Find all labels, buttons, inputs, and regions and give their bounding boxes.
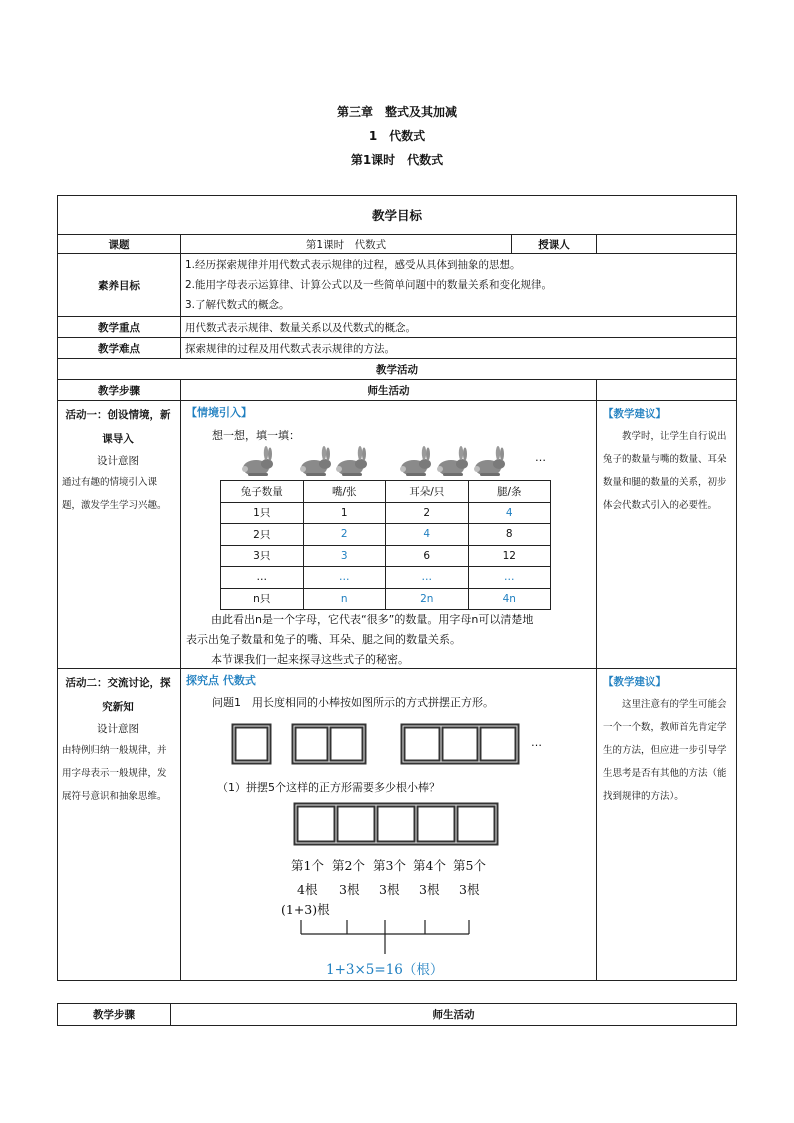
teacher-student-label: 师生活动 bbox=[181, 380, 597, 401]
count-label: 3根 bbox=[339, 882, 360, 897]
literacy-item: 3.了解代数式的概念。 bbox=[185, 299, 290, 311]
key-point-label: 教学重点 bbox=[58, 317, 181, 338]
rabbit-icon bbox=[242, 446, 273, 476]
cell: 1只 bbox=[221, 502, 304, 524]
next-page-header-table bbox=[57, 1003, 737, 1026]
table-row bbox=[221, 545, 551, 567]
activity1-design-label: 设计意图 bbox=[97, 455, 139, 467]
activity1-design-text: 通过有趣的情境引入课题，激发学生学习兴趣。 bbox=[62, 477, 167, 511]
rabbits-illustration bbox=[239, 445, 539, 481]
activity1-text2: 表示出兔子数量和兔子的嘴、耳朵、腿之间的数量关系。 bbox=[186, 633, 461, 646]
ordinal-label: 第3个 bbox=[373, 858, 406, 873]
cell: … bbox=[468, 567, 551, 589]
activity2-suggest-tag: 【教学建议】 bbox=[603, 676, 666, 688]
cell: 12 bbox=[468, 545, 551, 567]
cell: 2n bbox=[386, 588, 469, 610]
count-label: 3根 bbox=[379, 882, 400, 897]
cell: n bbox=[303, 588, 386, 610]
first-breakdown: (1+3)根 bbox=[281, 902, 330, 917]
activity1-text3: 本节课我们一起来探寻这些式子的秘密。 bbox=[211, 653, 409, 666]
table-row bbox=[221, 588, 551, 610]
sum-bracket bbox=[299, 916, 475, 956]
steps-label: 教学步骤 bbox=[58, 380, 181, 401]
rabbit-icon bbox=[437, 446, 468, 476]
section-title: 1 代数式 bbox=[368, 129, 426, 143]
rabbits-ellipsis: … bbox=[535, 451, 546, 464]
activity2-suggest-text: 这里注意有的学生可能会一个一个数，教师首先肯定学生的方法，但应进一步引导学生思考是否有其他的方法（能找到规律的方法）。 bbox=[603, 699, 727, 802]
lesson-plan-table bbox=[57, 195, 737, 981]
key-point-value: 用代数式表示规律、数量关系以及代数式的概念。 bbox=[181, 317, 737, 338]
cell: 3只 bbox=[221, 545, 304, 567]
activities-header: 教学活动 bbox=[58, 359, 737, 380]
col-header: 腿/条 bbox=[468, 481, 551, 503]
activity2-design-text: 由特例归纳一般规律，并用字母表示一般规律，发展符号意识和抽象思维。 bbox=[62, 745, 167, 802]
activity2-title: 活动二：交流讨论，探究新知 bbox=[65, 677, 171, 713]
cell: 4n bbox=[468, 588, 551, 610]
difficulty-value: 探索规律的过程及用代数式表示规律的方法。 bbox=[181, 338, 737, 359]
col-header: 嘴/张 bbox=[303, 481, 386, 503]
cell: 6 bbox=[386, 545, 469, 567]
activity1-prompt: 想一想，填一填： bbox=[212, 429, 300, 442]
cell: n只 bbox=[221, 588, 304, 610]
cell: 2 bbox=[303, 524, 386, 546]
teacher-value bbox=[597, 235, 737, 254]
count-label: 3根 bbox=[419, 882, 440, 897]
cell: … bbox=[386, 567, 469, 589]
cell: 4 bbox=[468, 502, 551, 524]
cell: 8 bbox=[468, 524, 551, 546]
literacy-item: 2.能用字母表示运算律、计算公式以及一些简单问题中的数量关系和变化规律。 bbox=[185, 279, 553, 291]
cell: 3 bbox=[303, 545, 386, 567]
activity2-tag: 探究点 代数式 bbox=[186, 674, 256, 687]
square-3b bbox=[441, 726, 479, 762]
activity1-text1: 由此看出n是一个字母，它代表“很多”的数量。用字母n可以清楚地 bbox=[211, 613, 534, 626]
activity1-tag: 【情境引入】 bbox=[186, 406, 252, 419]
squares-ellipsis: … bbox=[531, 736, 542, 749]
table-row bbox=[221, 502, 551, 524]
ordinal-label: 第5个 bbox=[453, 858, 486, 873]
teacher-label: 授课人 bbox=[512, 235, 597, 254]
bottom-steps-label: 教学步骤 bbox=[58, 1004, 171, 1026]
ordinal-label: 第1个 bbox=[291, 858, 324, 873]
square-2b bbox=[329, 726, 364, 762]
rabbit-icon bbox=[300, 446, 331, 476]
table-row bbox=[221, 524, 551, 546]
activity2-question: 问题1 用长度相同的小棒按如图所示的方式拼摆正方形。 bbox=[212, 696, 494, 709]
cell: 2只 bbox=[221, 524, 304, 546]
square-3c bbox=[479, 726, 517, 762]
rabbit-icon bbox=[400, 446, 431, 476]
cell: 2 bbox=[386, 502, 469, 524]
chapter-title: 第三章 整式及其加减 bbox=[336, 105, 457, 119]
rabbit-count-table bbox=[220, 480, 551, 610]
cell: 4 bbox=[386, 524, 469, 546]
activity2-design-label: 设计意图 bbox=[97, 723, 139, 735]
cell: 1 bbox=[303, 502, 386, 524]
cell: … bbox=[303, 567, 386, 589]
rabbit-icon bbox=[336, 446, 367, 476]
square-2a bbox=[294, 726, 329, 762]
bottom-teacher-student-label: 师生活动 bbox=[171, 1004, 737, 1026]
ordinal-label: 第2个 bbox=[332, 858, 365, 873]
topic-value: 第1课时 代数式 bbox=[181, 235, 512, 254]
activity1-title: 活动一：创设情境，新课导入 bbox=[65, 409, 171, 445]
topic-label: 课题 bbox=[58, 235, 181, 254]
difficulty-label: 教学难点 bbox=[58, 338, 181, 359]
matchstick-squares-figure bbox=[229, 721, 559, 767]
activity1-suggest-tag: 【教学建议】 bbox=[603, 408, 666, 420]
cell: … bbox=[221, 567, 304, 589]
literacy-label: 素养目标 bbox=[58, 254, 181, 317]
objectives-header: 教学目标 bbox=[58, 196, 737, 235]
ordinal-label: 第4个 bbox=[413, 858, 446, 873]
col-header: 耳朵/只 bbox=[386, 481, 469, 503]
activity1-suggest-text: 教学时，让学生自行说出兔子的数量与嘴的数量、耳朵数量和腿的数量的关系，初步体会代数式引入的必要性。 bbox=[603, 431, 727, 511]
literacy-item: 1.经历探索规律并用代数式表示规律的过程，感受从具体到抽象的思想。 bbox=[185, 259, 521, 271]
square-1 bbox=[234, 726, 269, 762]
rabbit-icon bbox=[474, 446, 505, 476]
count-label: 3根 bbox=[459, 882, 480, 897]
literacy-goals bbox=[181, 254, 737, 317]
five-squares-figure bbox=[291, 799, 501, 849]
lesson-title: 第1课时 代数式 bbox=[350, 153, 444, 167]
count-label: 4根 bbox=[297, 882, 318, 897]
activity2-subquestion: （1）拼摆5个这样的正方形需要多少根小棒？ bbox=[217, 781, 440, 794]
formula: 1+3×5=16（根） bbox=[326, 962, 444, 978]
table-row bbox=[221, 567, 551, 589]
square-3a bbox=[403, 726, 441, 762]
col-header: 兔子数量 bbox=[221, 481, 304, 503]
